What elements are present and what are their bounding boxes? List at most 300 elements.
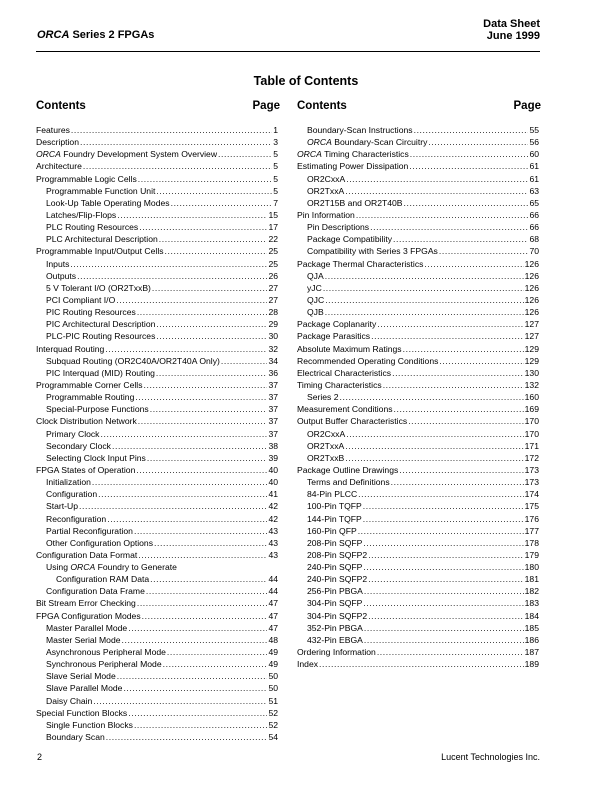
toc-entry-page: 37 (268, 428, 278, 439)
dot-leader (363, 500, 524, 512)
toc-entry[interactable] (36, 221, 278, 233)
dot-leader (392, 367, 524, 379)
doc-date: June 1999 (486, 30, 540, 42)
toc-entry[interactable] (297, 367, 539, 379)
toc-entry-label: OR2TxxA (307, 440, 345, 451)
dot-leader (363, 561, 523, 573)
toc-entry[interactable] (36, 707, 278, 719)
toc-entry-label: 5 V Tolerant I/O (OR2TxxB) (46, 282, 151, 293)
toc-entry-page: 5 (273, 185, 278, 196)
toc-entry-label: Configuration Data Frame (46, 586, 145, 597)
toc-entry-page: 176 (524, 513, 539, 524)
toc-entry[interactable] (297, 343, 539, 355)
toc-entry[interactable] (36, 294, 278, 306)
toc-entry-label: Boundary-Scan Instructions (307, 125, 413, 135)
toc-entry[interactable] (36, 124, 278, 136)
toc-entry[interactable] (36, 343, 278, 355)
toc-entry[interactable] (297, 610, 539, 622)
toc-entry-page: 169 (524, 404, 539, 415)
dot-leader (340, 391, 524, 403)
dot-leader (92, 476, 268, 488)
toc-entry-page: 37 (268, 404, 278, 415)
toc-entry-page: 25 (268, 258, 278, 269)
toc-entry[interactable] (297, 258, 539, 270)
toc-entry-page: 5 (273, 149, 278, 160)
toc-entry-page: 127 (524, 331, 539, 342)
toc-entry-page: 15 (268, 209, 278, 220)
toc-entry-page: 171 (524, 440, 539, 451)
toc-entry-label: Subquad Routing (OR2C40A/OR2T40A Only) (46, 355, 220, 366)
toc-entry[interactable] (297, 646, 539, 658)
toc-entry[interactable] (36, 682, 278, 694)
toc-entry[interactable] (297, 160, 539, 172)
toc-entry[interactable] (36, 549, 278, 561)
toc-entry-label: Description (36, 137, 79, 148)
dot-leader (128, 622, 267, 634)
toc-entry[interactable] (297, 330, 539, 342)
dot-leader (139, 221, 267, 233)
dot-leader (363, 597, 523, 609)
toc-entry-label: Pin Information (297, 209, 355, 220)
toc-entry-label: 256-Pin PBGA (307, 586, 363, 597)
toc-entry[interactable] (297, 233, 539, 245)
dot-leader (218, 148, 272, 160)
toc-entry[interactable] (36, 233, 278, 245)
toc-entry-page: 182 (524, 586, 539, 597)
dot-leader (377, 318, 523, 330)
toc-entry-page: 63 (529, 185, 539, 196)
dot-leader (319, 658, 524, 670)
toc-entry[interactable] (297, 658, 539, 670)
toc-entry[interactable] (297, 282, 539, 294)
toc-entry[interactable] (36, 258, 278, 270)
toc-entry-label: PIC Routing Resources (46, 307, 136, 318)
toc-entry-page: 42 (268, 513, 278, 524)
toc-entry[interactable] (36, 355, 278, 367)
toc-entry[interactable] (36, 173, 278, 185)
dot-leader (323, 282, 524, 294)
page-heading: Page (252, 100, 280, 112)
dot-leader (364, 622, 524, 634)
toc-entry-page: 50 (268, 683, 278, 694)
toc-entry[interactable] (36, 561, 278, 573)
doc-type: Data Sheet (483, 18, 540, 30)
toc-entry-page: 173 (524, 464, 539, 475)
toc-entry[interactable] (297, 318, 539, 330)
toc-entry-page: 1 (273, 125, 278, 135)
toc-entry-label: Initialization (46, 477, 91, 488)
toc-entry-label: Inputs (46, 258, 70, 269)
toc-entry-page: 54 (268, 732, 278, 743)
toc-entry-label: Configuration RAM Data (56, 574, 150, 585)
toc-entry[interactable] (36, 464, 278, 476)
toc-entry[interactable] (36, 610, 278, 622)
toc-entry-page: 126 (524, 258, 539, 269)
toc-entry[interactable] (297, 209, 539, 221)
toc-entry-page: 49 (268, 647, 278, 658)
dot-leader (100, 428, 267, 440)
toc-entry[interactable] (36, 403, 278, 415)
toc-entry-label: 208-Pin SQFP2 (307, 549, 368, 560)
toc-entry[interactable] (36, 622, 278, 634)
toc-entry-label: 352-Pin PBGA (307, 622, 363, 633)
toc-entry-page: 160 (524, 392, 539, 403)
toc-entry[interactable] (297, 452, 539, 464)
dot-leader (428, 136, 528, 148)
dot-leader (404, 197, 529, 209)
toc-entry-page: 5 (273, 173, 278, 184)
toc-entry-label: Programmable Logic Cells (36, 173, 137, 184)
toc-entry-page: 22 (268, 234, 278, 245)
toc-entry[interactable] (297, 634, 539, 646)
toc-entry[interactable] (36, 160, 278, 172)
toc-entry[interactable] (297, 549, 539, 561)
right-column-header (297, 100, 541, 112)
toc-entry-page: 181 (524, 574, 539, 585)
toc-entry[interactable] (297, 513, 539, 525)
toc-entry-label: 432-Pin EBGA (307, 634, 363, 645)
dot-leader (325, 294, 523, 306)
dot-leader (408, 415, 523, 427)
dot-leader (345, 185, 528, 197)
toc-entry-label: QJB (307, 307, 324, 318)
toc-entry-label: Secondary Clock (46, 440, 111, 451)
toc-entry-page: 170 (524, 428, 539, 439)
toc-entry-label: Daisy Chain (46, 695, 93, 706)
toc-entry-label: Timing Characteristics (297, 379, 382, 390)
toc-entry-label: Slave Parallel Mode (46, 683, 123, 694)
toc-entry-page: 66 (529, 209, 539, 220)
toc-entry-page: 34 (268, 355, 278, 366)
dot-leader (137, 597, 268, 609)
dot-leader (144, 379, 268, 391)
left-column-header (36, 100, 280, 112)
toc-entry[interactable] (36, 585, 278, 597)
toc-right-column (297, 124, 539, 670)
toc-entry-page: 180 (524, 562, 539, 573)
toc-entry-page: 61 (529, 161, 539, 172)
toc-entry-label: Features (36, 125, 70, 135)
toc-entry[interactable] (36, 440, 278, 452)
toc-entry[interactable] (36, 185, 278, 197)
toc-entry-label: QJC (307, 294, 325, 305)
dot-leader (154, 537, 267, 549)
toc-entry[interactable] (36, 731, 278, 743)
toc-entry-page: 47 (268, 610, 278, 621)
toc-entry-page: 179 (524, 549, 539, 560)
toc-entry-page: 52 (268, 707, 278, 718)
toc-entry-label: PLC Routing Resources (46, 222, 139, 233)
toc-entry-page: 170 (524, 416, 539, 427)
toc-entry[interactable] (36, 573, 278, 585)
toc-entry-label: OR2CxxA (307, 428, 346, 439)
toc-left-column (36, 124, 278, 743)
toc-entry-label: Package Coplanarity (297, 319, 377, 330)
toc-entry[interactable] (297, 464, 539, 476)
dot-leader (346, 173, 528, 185)
toc-entry[interactable] (36, 415, 278, 427)
dot-leader (439, 355, 523, 367)
dot-leader (364, 585, 524, 597)
dot-leader (147, 452, 268, 464)
dot-leader (138, 173, 272, 185)
dot-leader (83, 160, 272, 172)
toc-entry-label: Programmable Corner Cells (36, 379, 143, 390)
toc-entry[interactable] (297, 185, 539, 197)
toc-entry[interactable] (297, 500, 539, 512)
toc-entry[interactable] (36, 670, 278, 682)
dot-leader (98, 488, 267, 500)
product-series: Series 2 FPGAs (69, 29, 155, 41)
toc-entry-label: Asynchronous Peripheral Mode (46, 647, 166, 658)
dot-leader (167, 646, 268, 658)
running-header-title (37, 29, 154, 41)
toc-entry[interactable] (297, 488, 539, 500)
toc-entry-label: OR2CxxA (307, 173, 346, 184)
dot-leader (363, 513, 524, 525)
dot-leader (163, 658, 268, 670)
toc-entry-label: 84-Pin PLCC (307, 489, 358, 500)
toc-entry[interactable] (36, 658, 278, 670)
toc-entry-label: Synchronous Peripheral Mode (46, 659, 162, 670)
toc-entry[interactable] (297, 537, 539, 549)
toc-entry-label: 304-Pin SQFP (307, 598, 363, 609)
toc-entry-label: Master Parallel Mode (46, 622, 128, 633)
dot-leader (156, 185, 272, 197)
toc-entry-page: 183 (524, 598, 539, 609)
dot-leader (152, 282, 268, 294)
toc-entry[interactable] (297, 124, 539, 136)
toc-entry-label: Absolute Maximum Ratings (297, 343, 402, 354)
toc-entry[interactable] (36, 428, 278, 440)
dot-leader (368, 610, 523, 622)
toc-entry[interactable] (297, 379, 539, 391)
toc-entry[interactable] (297, 391, 539, 403)
toc-entry-label: ORCA Timing Characteristics (297, 149, 409, 160)
toc-entry-page: 126 (524, 270, 539, 281)
dot-leader (117, 209, 267, 221)
toc-entry[interactable] (36, 634, 278, 646)
dot-leader (439, 245, 529, 257)
toc-entry-label: Selecting Clock Input Pins (46, 452, 146, 463)
toc-entry-page: 43 (268, 549, 278, 560)
toc-entry-label: PIC Interquad (MID) Routing (46, 367, 155, 378)
toc-entry[interactable] (36, 597, 278, 609)
toc-entry-page: 39 (268, 452, 278, 463)
toc-entry-page: 48 (268, 634, 278, 645)
toc-entry-label: Reconfiguration (46, 513, 107, 524)
toc-entry-page: 47 (268, 598, 278, 609)
toc-entry[interactable] (36, 148, 278, 160)
dot-leader (79, 500, 267, 512)
toc-entry-label: Architecture (36, 161, 82, 172)
toc-entry[interactable] (297, 136, 539, 148)
toc-entry[interactable] (297, 573, 539, 585)
toc-entry-label: Estimating Power Dissipation (297, 161, 409, 172)
toc-entry[interactable] (36, 537, 278, 549)
toc-entry-label: Master Serial Mode (46, 634, 121, 645)
dot-leader (346, 428, 523, 440)
toc-entry-label: OR2TxxB (307, 452, 345, 463)
toc-entry[interactable] (297, 622, 539, 634)
toc-entry[interactable] (36, 513, 278, 525)
toc-entry-label: Terms and Definitions (307, 477, 390, 488)
toc-entry-label: yJC (307, 282, 322, 293)
toc-entry-page: 42 (268, 501, 278, 512)
toc-entry-page: 40 (268, 477, 278, 488)
toc-entry[interactable] (297, 585, 539, 597)
toc-entry-page: 129 (524, 343, 539, 354)
toc-entry-page: 126 (524, 307, 539, 318)
dot-leader (364, 634, 524, 646)
toc-entry[interactable] (297, 403, 539, 415)
toc-entry-label: OR2T15B and OR2T40B (307, 197, 403, 208)
toc-entry-page: 70 (529, 246, 539, 257)
toc-entry-page: 38 (268, 440, 278, 451)
dot-leader (117, 670, 268, 682)
toc-entry[interactable] (36, 318, 278, 330)
toc-entry[interactable] (36, 525, 278, 537)
toc-entry-page: 17 (268, 222, 278, 233)
toc-entry-label: OR2TxxA (307, 185, 345, 196)
toc-entry-label: 144-Pin TQFP (307, 513, 362, 524)
toc-entry[interactable] (36, 488, 278, 500)
dot-leader (391, 476, 524, 488)
toc-entry-label: Configuration (46, 489, 98, 500)
product-brand: ORCA (37, 29, 70, 41)
toc-entry[interactable] (36, 209, 278, 221)
toc-entry[interactable] (36, 476, 278, 488)
toc-entry[interactable] (36, 306, 278, 318)
dot-leader (325, 270, 524, 282)
toc-entry[interactable] (297, 270, 539, 282)
dot-leader (325, 306, 524, 318)
toc-entry-label: Recommended Operating Conditions (297, 355, 439, 366)
toc-entry[interactable] (36, 136, 278, 148)
toc-entry-page: 44 (268, 586, 278, 597)
toc-entry-page: 26 (268, 270, 278, 281)
toc-entry[interactable] (297, 355, 539, 367)
dot-leader (358, 525, 524, 537)
dot-leader (137, 306, 268, 318)
toc-entry-page: 174 (524, 489, 539, 500)
dot-leader (80, 136, 272, 148)
toc-entry-page: 25 (268, 246, 278, 257)
toc-entry-page: 50 (268, 671, 278, 682)
toc-entry[interactable] (36, 197, 278, 209)
toc-entry[interactable] (297, 197, 539, 209)
toc-entry-label: Boundary Scan (46, 732, 105, 743)
toc-entry-label: PLC-PIC Routing Resources (46, 331, 156, 342)
dot-leader (393, 233, 528, 245)
toc-entry-page: 43 (268, 537, 278, 548)
toc-entry[interactable] (297, 525, 539, 537)
toc-entry[interactable] (36, 330, 278, 342)
toc-entry[interactable] (36, 367, 278, 379)
toc-entry[interactable] (297, 173, 539, 185)
toc-entry-page: 5 (273, 161, 278, 172)
toc-entry[interactable] (297, 476, 539, 488)
toc-entry-page: 175 (524, 501, 539, 512)
toc-entry-page: 130 (524, 367, 539, 378)
toc-entry[interactable] (297, 148, 539, 160)
toc-entry-page: 173 (524, 477, 539, 488)
toc-entry[interactable] (36, 452, 278, 464)
toc-entry-label: Package Compatibility (307, 234, 393, 245)
toc-entry-page: 126 (524, 282, 539, 293)
toc-entry-label: Latches/Flip-Flops (46, 209, 117, 220)
toc-entry-label: 100-Pin TQFP (307, 501, 362, 512)
dot-leader (383, 379, 524, 391)
toc-entry[interactable] (297, 561, 539, 573)
toc-entry[interactable] (36, 695, 278, 707)
toc-entry[interactable] (36, 282, 278, 294)
toc-entry-label: PIC Architectural Description (46, 319, 156, 330)
toc-entry[interactable] (36, 379, 278, 391)
toc-entry-label: ORCA Foundry Development System Overview (36, 149, 218, 160)
toc-entry-label: Programmable Function Unit (46, 185, 156, 196)
page-title: Table of Contents (253, 74, 359, 88)
toc-entry[interactable] (297, 428, 539, 440)
toc-entry[interactable] (297, 415, 539, 427)
dot-leader (156, 367, 268, 379)
dot-leader (370, 221, 528, 233)
toc-entry-label: PLC Architectural Description (46, 234, 158, 245)
toc-entry-page: 30 (268, 331, 278, 342)
dot-leader (410, 148, 529, 160)
toc-entry[interactable] (36, 646, 278, 658)
dot-leader (345, 452, 523, 464)
toc-entry-page: 127 (524, 319, 539, 330)
toc-entry-page: 36 (268, 367, 278, 378)
toc-entry-page: 37 (268, 416, 278, 427)
toc-entry-page: 184 (524, 610, 539, 621)
toc-entry-page: 7 (273, 197, 278, 208)
dot-leader (377, 646, 524, 658)
page-heading: Page (513, 100, 541, 112)
toc-entry[interactable] (36, 500, 278, 512)
dot-leader (146, 585, 268, 597)
toc-entry[interactable] (297, 306, 539, 318)
toc-entry-page: 132 (524, 379, 539, 390)
toc-entry[interactable] (297, 294, 539, 306)
toc-entry[interactable] (297, 440, 539, 452)
toc-entry[interactable] (297, 221, 539, 233)
dot-leader (136, 464, 267, 476)
contents-heading: Contents (297, 100, 347, 112)
dot-leader (221, 355, 268, 367)
dot-leader (394, 403, 524, 415)
toc-entry-label: Look-Up Table Operating Modes (46, 197, 170, 208)
toc-entry[interactable] (36, 391, 278, 403)
toc-entry[interactable] (36, 245, 278, 257)
toc-entry-label: Single Function Blocks (46, 719, 133, 730)
dot-leader (371, 330, 524, 342)
toc-entry[interactable] (297, 245, 539, 257)
toc-entry-page: 27 (268, 294, 278, 305)
toc-entry-label: Pin Descriptions (307, 222, 370, 233)
toc-entry[interactable] (36, 270, 278, 282)
toc-entry-label: 240-Pin SQFP2 (307, 574, 368, 585)
toc-entry-label: FPGA States of Operation (36, 464, 136, 475)
toc-entry[interactable] (297, 597, 539, 609)
toc-entry-page: 37 (268, 379, 278, 390)
header-rule (36, 51, 540, 52)
toc-entry-page: 28 (268, 307, 278, 318)
toc-entry[interactable] (36, 719, 278, 731)
toc-entry-page: 186 (524, 634, 539, 645)
dot-leader (414, 124, 529, 136)
